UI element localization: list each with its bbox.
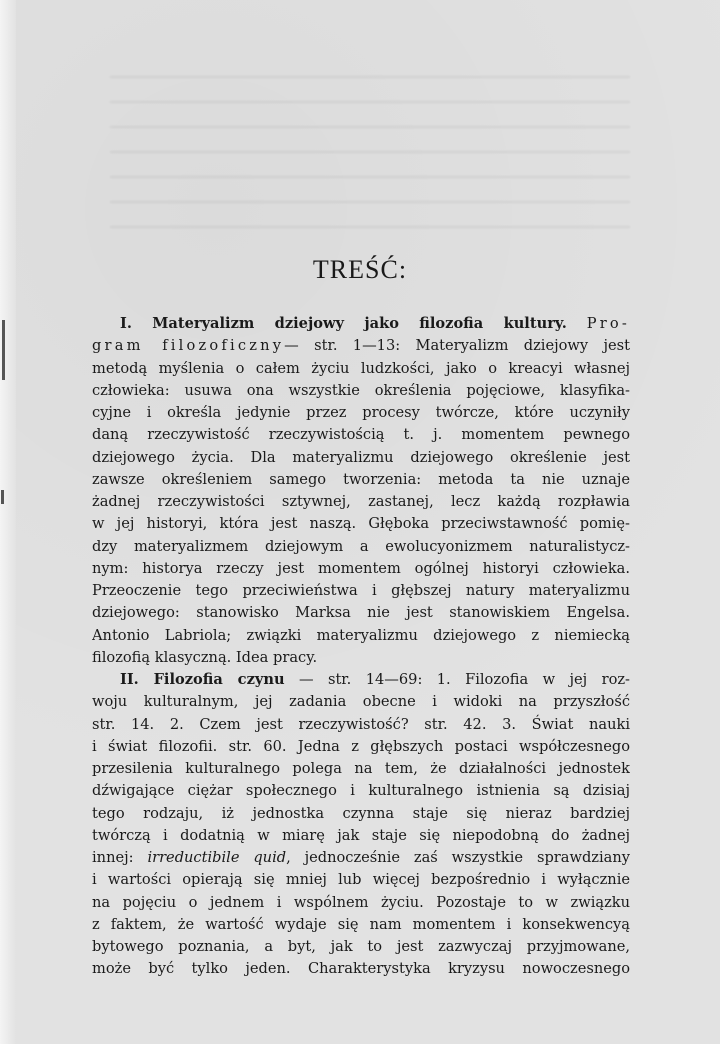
text-segment: tego rodzaju, iż jednostka czynna staje się nieraz bardziej	[92, 804, 630, 822]
text-line	[92, 647, 630, 669]
text-segment: zawsze określeniem samego tworzenia: metoda ta nie uznaje	[92, 470, 630, 488]
text-segment: Pro-	[586, 315, 630, 332]
text-segment: i wartości opierają się mniej lub więcej bezpośrednio i wyłącznie	[92, 871, 630, 889]
text-segment: przesilenia kulturalnego polega na tem, że działalności jednostek	[92, 760, 630, 777]
gutter-mark	[2, 320, 5, 380]
text-segment: , jednocześnie zaś wszystkie sprawdziany	[286, 849, 630, 866]
text-line	[92, 669, 630, 691]
text-line	[92, 469, 630, 491]
text-line	[92, 847, 630, 869]
text-segment: dźwigające ciężar społecznego i kulturalnego istnienia są dzisiaj	[92, 782, 630, 800]
text-line	[92, 914, 630, 936]
text-segment: i świat filozofii. str. 60. Jedna z głębszych postaci współczesnego	[92, 737, 630, 755]
text-line	[92, 714, 630, 736]
text-line	[92, 402, 630, 424]
text-segment: dziejowego życia. Dla materyalizmu dziejowego określenie jest	[92, 448, 630, 466]
text-segment: nym: historya rzeczy jest momentem ogólnej historyi człowieka.	[92, 559, 630, 577]
text-segment: twórczą i dodatnią w miarę jak staje się niepodobną do żadnej	[92, 826, 630, 844]
text-line	[92, 625, 630, 647]
gutter-mark	[1, 490, 4, 504]
text-segment: bytowego poznania, a byt, jak to jest zazwyczaj przyjmowane,	[92, 938, 630, 955]
text-segment	[567, 315, 587, 332]
text-segment: str. 14. 2. Czem jest rzeczywistość? str. 42. 3. Świat nauki	[92, 715, 630, 733]
text-line	[92, 424, 630, 446]
text-line	[92, 558, 630, 580]
text-segment: dzy materyalizmem dziejowym a ewolucyonizmem naturalistycz-	[92, 537, 630, 555]
text-line	[92, 536, 630, 558]
text-segment: filozofią klasyczną. Idea pracy.	[92, 648, 318, 666]
text-line	[92, 803, 630, 825]
text-segment: irreductibile quid	[147, 849, 287, 866]
text-segment: II. Filozofia czynu	[120, 671, 285, 688]
text-segment: w jej historyi, która jest naszą. Głęboka przeciwstawność pomię-	[92, 515, 630, 533]
text-line	[92, 892, 630, 914]
bleed-through-text	[110, 60, 630, 250]
text-line	[92, 758, 630, 780]
text-line	[92, 736, 630, 758]
text-line	[92, 447, 630, 469]
text-segment: z faktem, że wartość wydaje się nam momentem i konsekwencyą	[92, 915, 630, 933]
text-segment: cyjne i określa jedynie przez procesy twórcze, które uczyniły	[92, 404, 630, 421]
text-segment: daną rzeczywistość rzeczywistością t. j. momentem pewnego	[92, 426, 630, 444]
text-segment: może być tylko jeden. Charakterystyka kryzysu nowoczesnego	[92, 960, 630, 978]
text-segment: Przeoczenie tego przeciwieństwa i głębszej natury materyalizmu	[92, 582, 630, 599]
text-line	[92, 958, 630, 980]
text-line	[92, 313, 630, 335]
page-title: TREŚĆ:	[312, 255, 408, 284]
text-line	[92, 513, 630, 535]
text-line	[92, 602, 630, 624]
text-line	[92, 780, 630, 802]
text-line	[92, 691, 630, 713]
text-line	[92, 380, 630, 402]
text-segment: żadnej rzeczywistości sztywnej, zastanej, lecz każdą rozpławia	[92, 493, 630, 510]
text-line	[92, 335, 630, 357]
table-of-contents-body	[92, 313, 630, 981]
page-gutter	[0, 0, 16, 1044]
text-segment: — str. 14—69: 1. Filozofia w jej roz-	[284, 671, 630, 688]
text-segment: I. Materyalizm dziejowy jako filozofia kultury.	[120, 315, 567, 332]
text-segment: gram filozoficzny	[92, 337, 285, 355]
text-segment: Antonio Labriola; związki materyalizmu dziejowego z niemiecką	[92, 626, 630, 644]
text-line	[92, 491, 630, 513]
text-segment: innej:	[92, 849, 148, 866]
text-line	[92, 580, 630, 602]
text-line	[92, 869, 630, 891]
text-line	[92, 358, 630, 380]
text-segment: metodą myślenia o całem życiu ludzkości, jako o kreacyi własnej	[92, 359, 630, 377]
text-segment: woju kulturalnym, jej zadania obecne i widoki na przyszłość	[92, 693, 630, 711]
text-segment: na pojęciu o jednem i wspólnem życiu. Pozostaje to w związku	[92, 893, 630, 911]
text-segment: człowieka: usuwa ona wszystkie określenia pojęciowe, klasyfika-	[92, 381, 630, 399]
text-segment: — str. 1—13: Materyalizm dziejowy jest	[284, 337, 630, 355]
text-line	[92, 825, 630, 847]
text-segment: dziejowego: stanowisko Marksa nie jest stanowiskiem Engelsa.	[92, 604, 630, 622]
text-line	[92, 936, 630, 958]
